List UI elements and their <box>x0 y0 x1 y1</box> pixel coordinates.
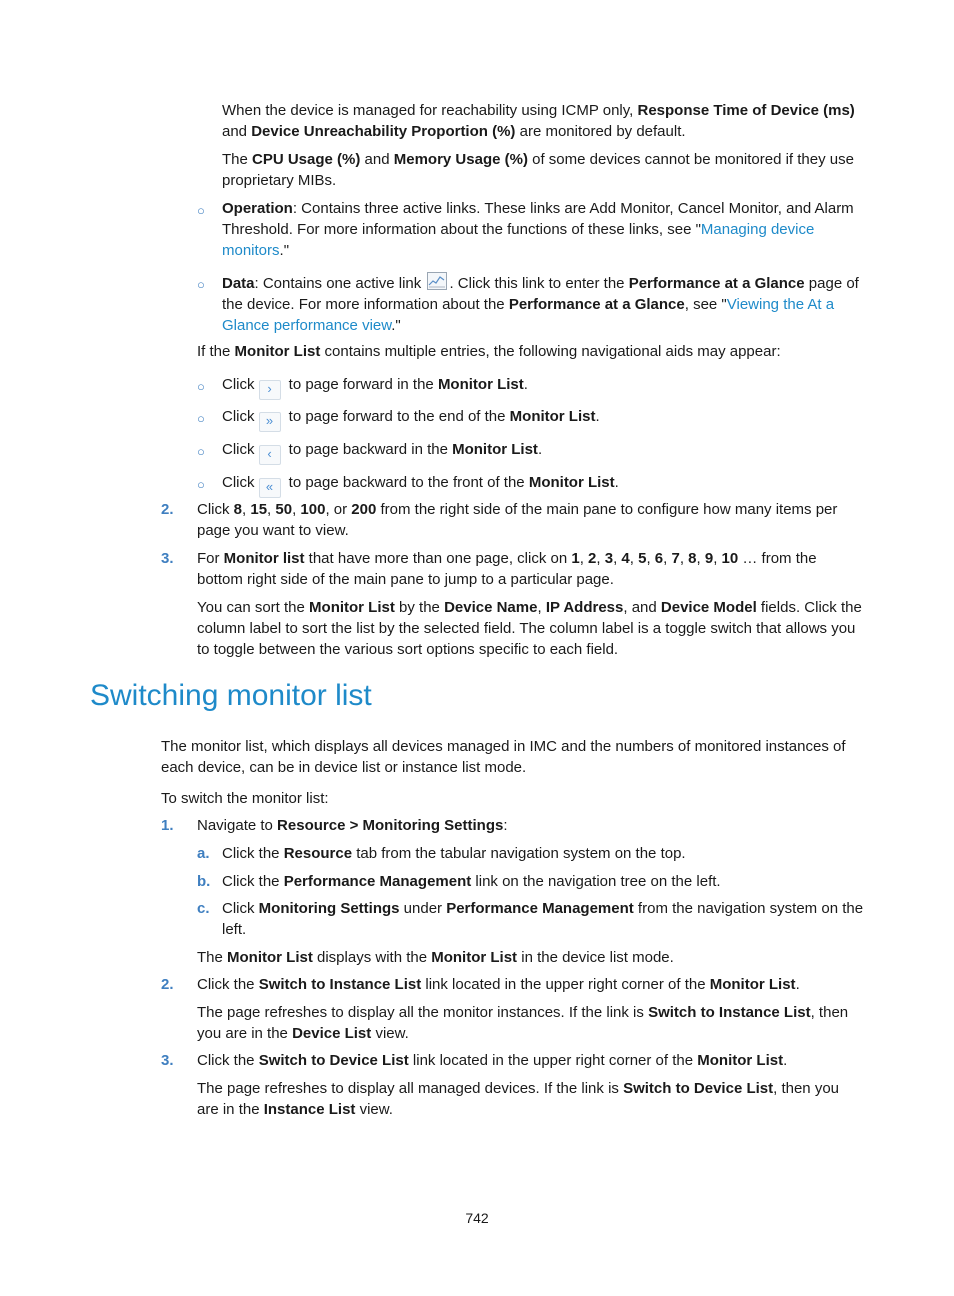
monitor-list-result: The Monitor List displays with the Monitor List in the device list mode. <box>197 949 674 966</box>
bullet-circle-icon: ○ <box>197 444 205 459</box>
step-number: 2. <box>161 976 174 993</box>
bullet-circle-icon: ○ <box>197 411 205 426</box>
substep-letter: b. <box>197 873 211 890</box>
nav-intro: If the Monitor List contains multiple entries, the following navigational aids may appear: <box>197 343 781 360</box>
nav-item-first: Click « to page backward to the front of the Monitor List. <box>222 472 864 498</box>
section-title: Switching monitor list <box>90 679 372 712</box>
step-page-jump: For Monitor list that have more than one page, click on 1, 2, 3, 4, 5, 6, 7, 8, 9, 10 … from the bottom right side of the main pane to jump to a particular page. <box>197 550 817 588</box>
step-switch-device: Click the Switch to Device List link located in the upper right corner of the Monitor List. <box>197 1052 788 1069</box>
nav-item-last: Click » to page forward to the end of the Monitor List. <box>222 406 864 432</box>
data-item: Data: Contains one active link . Click this link to enter the Performance at a Glance page of the device. For more information about the Performance at a Glance, see "Viewing the At a Glance performance view." <box>222 272 864 336</box>
performance-chart-icon <box>427 272 447 290</box>
step-number: 1. <box>161 817 174 834</box>
bullet-circle-icon: ○ <box>197 203 205 218</box>
page-first-icon[interactable]: « <box>259 478 281 498</box>
page-number: 742 <box>465 1210 489 1226</box>
page-last-icon[interactable]: » <box>259 412 281 432</box>
managing-device-monitors-link[interactable]: Managing device monitors <box>222 221 815 259</box>
bullet-circle-icon: ○ <box>197 277 205 292</box>
device-result: The page refreshes to display all managed devices. If the link is Switch to Device List, then you are in the Instance List view. <box>197 1080 840 1118</box>
cpu-note: The CPU Usage (%) and Memory Usage (%) of some devices cannot be monitored if they use proprietary MIBs. <box>222 151 854 189</box>
section-intro: The monitor list, which displays all devices managed in IMC and the numbers of monitored instances of each device, can be in device list or instance list mode. <box>161 738 846 776</box>
viewing-at-a-glance-link[interactable]: Viewing the At a Glance performance view <box>222 296 835 334</box>
step-number: 2. <box>161 501 174 518</box>
instance-result: The page refreshes to display all the monitor instances. If the link is Switch to Instance List, then you are in the Device List view. <box>197 1004 849 1042</box>
step-items-per-page: Click 8, 15, 50, 100, or 200 from the right side of the main pane to configure how many items per page you want to view. <box>197 501 838 539</box>
step-navigate: Navigate to Resource > Monitoring Settings: <box>197 817 508 834</box>
step-switch-instance: Click the Switch to Instance List link located in the upper right corner of the Monitor List. <box>197 976 800 993</box>
substep-letter: c. <box>197 900 210 917</box>
to-switch-label: To switch the monitor list: <box>161 790 329 807</box>
substep-b: Click the Performance Management link on the navigation tree on the left. <box>222 873 721 890</box>
page-forward-icon[interactable]: › <box>259 380 281 400</box>
page-backward-icon[interactable]: ‹ <box>259 445 281 465</box>
substep-c: Click Monitoring Settings under Performance Management from the navigation system on the left. <box>222 900 864 938</box>
substep-letter: a. <box>197 845 210 862</box>
operation-item: Operation: Contains three active links. These links are Add Monitor, Cancel Monitor, and Alarm Threshold. For more information about the functions of these links, see "Managing device monitors." <box>222 200 854 259</box>
nav-item-forward: Click › to page forward in the Monitor List. <box>222 374 864 400</box>
step-number: 3. <box>161 1052 174 1069</box>
sort-note: You can sort the Monitor List by the Device Name, IP Address, and Device Model fields. Click the column label to sort the list by the selected field. The column label is a toggle switch that allows you to toggle between the various sort options specific to each field. <box>197 599 862 658</box>
step-number: 3. <box>161 550 174 567</box>
substep-a: Click the Resource tab from the tabular navigation system on the top. <box>222 845 686 862</box>
bullet-circle-icon: ○ <box>197 477 205 492</box>
nav-item-backward: Click ‹ to page backward in the Monitor List. <box>222 439 864 465</box>
icmp-note: When the device is managed for reachability using ICMP only, Response Time of Device (ms) and Device Unreachability Proportion (%) are monitored by default. <box>222 102 855 140</box>
bullet-circle-icon: ○ <box>197 379 205 394</box>
